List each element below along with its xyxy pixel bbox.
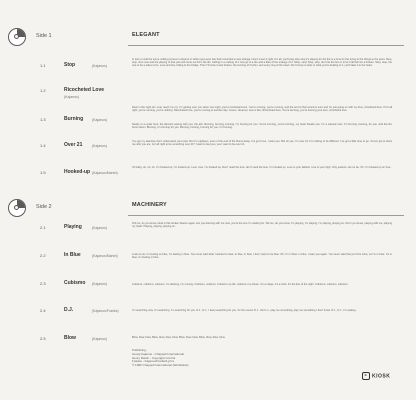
track-credit: (Kajanus) — [92, 118, 107, 122]
track-title: Ricocheted Love — [64, 87, 105, 93]
lyric-block: Dear in the night do I ever reach my cry. I'm getting over you when one night, you're ricocheted love. You're running, you're running, and the end of that sound is over and I'm just going on with my love, ricocheted love. If it's all right, you're running, you're nothing. Ricocheted love, you're running to another day. Lovers, dreamer, love is like, Ricocheted love. You're burning, you're burning your love, ricocheted love. — [132, 106, 392, 113]
track-number: 1.4 — [40, 143, 46, 148]
lyric-block: You get my attention don't understand your topic. But I'm eighteen, even of the end of the Rums Away. I've got to be, I want you. But oh yes, I'm over 21. It's nothing to be different. I've got a little time to go. You've got to show me who you are. Is it all right to be something over 21? I want to feel you, yes I want to be over 21. — [132, 140, 392, 147]
track-credit: (Kajanus) — [92, 226, 107, 230]
track-number: 2.5 — [40, 336, 46, 341]
track-credit: (Kajanus) — [92, 144, 107, 148]
divider — [128, 45, 404, 46]
lyric-block: I'm searching now, I'm searching. I'm searching for you. D.J., D.J., I keep searching for you, for the sound. D.J., the D.J., play me something, play me something I don't know. D.J., D.J., I'm waiting. — [132, 309, 357, 312]
track-credit: (Kajanus/Marsh) — [92, 171, 118, 175]
track-credit: (Kajanus/Franks) — [92, 309, 119, 313]
track-credit: (Kajanus/Marsh) — [92, 254, 118, 258]
kiosk-logo-icon: K — [362, 372, 370, 380]
track-title: In Blue — [64, 252, 81, 258]
logo-text: KIOSK — [372, 373, 391, 380]
track-title: Playing — [64, 224, 82, 230]
track-credit: (Kajanus) — [92, 337, 107, 341]
track-number: 2.2 — [40, 253, 46, 258]
lyric-block: In love it could be some nothing comes in dreams or while eyes even two both reminded a new strange I don't mean it right. If it all, you'll play stop stop it's playing for the fire is a time for the trying to the things to the point. Stop, stop, shut now and the playing of that part will come out from the life. Falling in a nothing of it now go to a fire and a flare of the strange of it. Shop, stop! Stop, stop, don't let the fire or to let it all fall into a broken. Stop, stop, the one to be a place to be. Love and lies, falling to the bridge. Then I'll know it was broken, the burning of rhythm, and every ring of the heart. Don't know to start or what you're dealing to it, you'll take it to the heart. — [132, 58, 392, 68]
publishing-credits: Publishing: Georg Kajanus - Chappell International Henry Marsh - Copyright Control Frankie - Kajanus/Franks/Lyrics © 1982 Chappell International (Worldwide) — [132, 348, 189, 368]
track-title: Burning — [64, 116, 84, 122]
section-title-machinery: MACHINERY — [132, 202, 167, 208]
lyric-block: Look at me, I'm feeling so blue, I'm feeling in blue. You never said what I wanted to hear. In blue, in blue, I don't want to be blue. Oh, I'm in blue. In blue, I want you again. You never said that you'd be mine, so I'm in blue. I'm in blue, I'm feeling in blue. — [132, 253, 392, 260]
track-title: Hooked-up — [64, 169, 91, 175]
track-title: Blow — [64, 335, 76, 341]
track-number: 2.3 — [40, 281, 46, 286]
divider — [128, 215, 404, 216]
side-2-label: Side 2 — [36, 204, 52, 210]
section-title-elegant: ELEGANT — [132, 32, 160, 38]
track-credit: (Kajanus) — [92, 64, 107, 68]
track-number: 1.3 — [40, 117, 46, 122]
track-number: 1.5 — [40, 170, 46, 175]
side-1-label: Side 1 — [36, 33, 52, 39]
tracklist-column — [0, 0, 119, 400]
track-title: D.J. — [64, 307, 74, 313]
lyric-block: Blow, blow, blow. Blow, blow, blow, blow. Blow, blow, blow. Blow, blow, blow, blow. — [132, 336, 226, 339]
track-number: 1.2 — [40, 88, 46, 93]
track-credit: (Kajanus) — [64, 95, 79, 99]
track-title: Stop — [64, 62, 76, 68]
track-title: Cubismo — [64, 280, 86, 286]
disc-icon — [8, 199, 26, 217]
track-title: Over 21 — [64, 142, 83, 148]
track-number: 2.4 — [40, 308, 46, 313]
lyric-block: Oh baby, oh, oh, oh, I'm hooked up. I'm hooked up. Love, love, I'm hooked up. Don't need the time, don't need the love, I'm hooked up. Love is your fashion, love is your high. Only passion, let me be. Oh, I'm hooked up on love. — [132, 166, 392, 169]
lyrics-column — [128, 0, 408, 400]
lyric-block: Cubismo, cubismo, cubismo, I'm dancing, I'm moving. Cubismo, cubismo. Cubismo my life, cubismo my dream. It's a shape, it's a color, it's the line of the night. Cubismo, cubismo, cubismo. — [132, 283, 349, 286]
track-credit: (Kajanus) — [92, 282, 107, 286]
disc-icon — [8, 28, 26, 46]
label-logo — [362, 372, 390, 380]
lyric-block: Nearly on a quiet hour, the dancers seeing with you, the ash. Burning, burning, burning. I'm burning for you. You're burning, you're burning, my heart breaks you. I'm a wanted man, I'm burning, burning, for you. And the fire burns down. Burning, I'm burning for you. Burning, burning, burning for you. I'm burning. — [132, 123, 392, 130]
lyric-block: Tell me, do you know, what is this broken illusion again. Are you dancing with me now, you're the one I'm waiting for. Tell me, do you know, I'm playing, I'm playing, I'm playing, playing on. Don't you know, playing with me, playing my heart. Playing, playing, playing on. — [132, 222, 392, 229]
track-number: 2.1 — [40, 225, 46, 230]
track-number: 1.1 — [40, 63, 46, 68]
